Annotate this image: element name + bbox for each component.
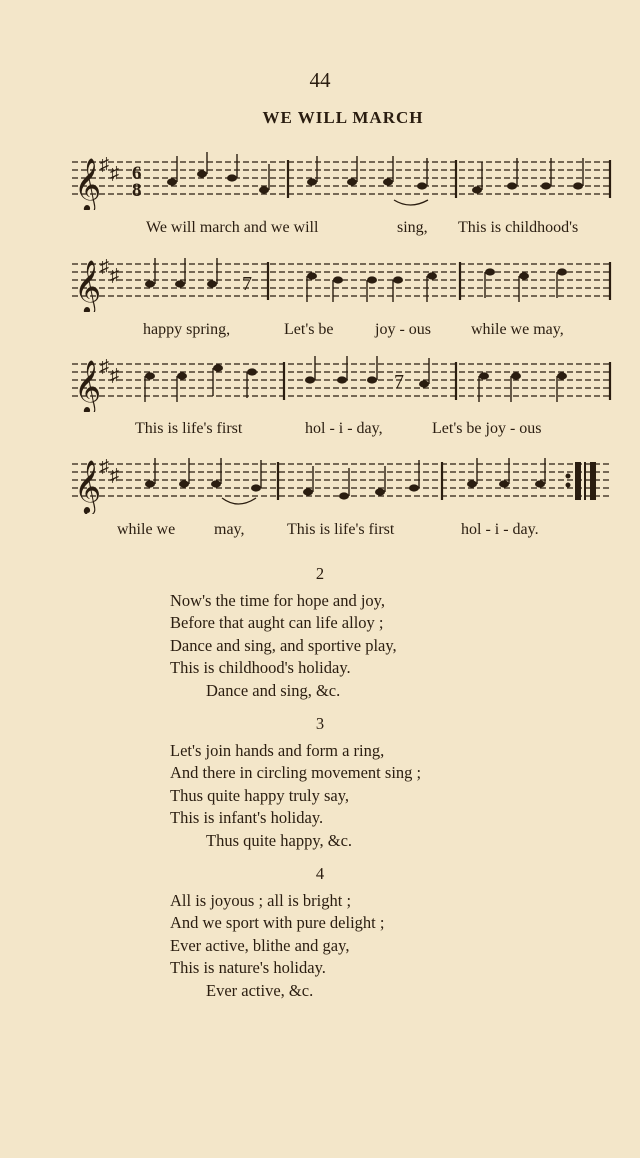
lyric: Let's be joy - ous bbox=[432, 420, 542, 437]
sharp-icon: ♯ bbox=[110, 365, 119, 385]
music-staff-2 bbox=[72, 252, 612, 312]
verse-line: All is joyous ; all is bright ; bbox=[170, 890, 352, 910]
note-icon bbox=[393, 276, 403, 283]
verse-number: 2 bbox=[315, 564, 325, 583]
note-icon bbox=[499, 480, 509, 487]
note-icon bbox=[339, 492, 349, 499]
note-icon bbox=[177, 372, 187, 379]
music-staff-1 bbox=[72, 150, 612, 210]
note-icon bbox=[409, 484, 419, 491]
sharp-icon: ♯ bbox=[100, 256, 109, 276]
verse-refrain: Dance and sing, &c. bbox=[206, 680, 341, 700]
time-signature-bottom: 8 bbox=[132, 180, 142, 201]
verse-line: This is childhood's holiday. bbox=[170, 658, 351, 677]
lyric-line-3 bbox=[72, 420, 612, 444]
note-icon bbox=[472, 186, 482, 193]
verse-line: Ever active, blithe and gay, bbox=[170, 935, 350, 955]
sharp-icon: ♯ bbox=[100, 356, 109, 376]
final-barline-icon bbox=[566, 462, 597, 500]
note-icon bbox=[179, 480, 189, 487]
note-icon bbox=[213, 364, 223, 371]
note-icon bbox=[307, 178, 317, 185]
note-icon bbox=[417, 182, 427, 189]
note-icon bbox=[227, 174, 237, 181]
note-icon bbox=[303, 488, 313, 495]
note-icon bbox=[573, 182, 583, 189]
song-title: WE WILL MARCH bbox=[262, 108, 424, 127]
slur bbox=[222, 498, 256, 504]
verse-line: Before that aught can life alloy ; bbox=[170, 613, 384, 632]
note-icon bbox=[333, 276, 343, 283]
note-icon bbox=[247, 368, 257, 375]
note-icon bbox=[347, 178, 357, 185]
lyric: may, bbox=[214, 521, 245, 538]
lyric: happy spring, bbox=[143, 321, 231, 338]
note-icon bbox=[535, 480, 545, 487]
music-staff-4 bbox=[72, 452, 612, 514]
verse-line: Dance and sing, and sportive play, bbox=[170, 635, 397, 655]
note-icon bbox=[557, 268, 567, 275]
lyric: hol - i - day. bbox=[461, 521, 539, 538]
rest-icon: 7 bbox=[394, 371, 404, 393]
verse-refrain: Thus quite happy, &c. bbox=[206, 830, 353, 850]
note-icon bbox=[175, 280, 185, 287]
note-icon bbox=[305, 376, 315, 383]
note-icon bbox=[419, 380, 429, 387]
verse-number: 3 bbox=[315, 714, 325, 733]
lyric: hol - i - day, bbox=[305, 420, 383, 437]
verse-line: Let's join hands and form a ring, bbox=[170, 740, 385, 760]
verse-line: This is infant's holiday. bbox=[170, 808, 324, 827]
sharp-icon: ♯ bbox=[100, 154, 109, 174]
lyric: This is childhood's bbox=[458, 219, 579, 236]
note-icon bbox=[211, 480, 221, 487]
slur bbox=[394, 200, 428, 205]
note-icon bbox=[367, 276, 377, 283]
verse-4 bbox=[170, 863, 470, 1002]
note-icon bbox=[507, 182, 517, 189]
note-icon bbox=[207, 280, 217, 287]
verse-3 bbox=[170, 713, 470, 852]
verse-line: This is nature's holiday. bbox=[170, 958, 326, 977]
lyric-line-4 bbox=[72, 521, 612, 545]
note-icon bbox=[251, 484, 261, 491]
treble-clef-icon: 𝄞 bbox=[74, 361, 102, 412]
sharp-icon: ♯ bbox=[110, 465, 119, 485]
note-icon bbox=[557, 372, 567, 379]
sharp-icon: ♯ bbox=[110, 265, 119, 285]
note-icon bbox=[259, 186, 269, 193]
treble-clef-icon: 𝄞 bbox=[74, 461, 102, 512]
verse-refrain: Ever active, &c. bbox=[206, 980, 314, 1000]
verse-line: And there in circling movement sing ; bbox=[170, 763, 422, 782]
lyric: while we bbox=[117, 521, 176, 538]
verse-line: Thus quite happy truly say, bbox=[170, 785, 350, 805]
note-icon bbox=[519, 272, 529, 279]
note-icon bbox=[145, 280, 155, 287]
note-icon bbox=[383, 178, 393, 185]
note-icon bbox=[485, 268, 495, 275]
lyric: Let's be bbox=[284, 321, 334, 338]
note-icon bbox=[427, 272, 437, 279]
note-icon bbox=[367, 376, 377, 383]
note-icon bbox=[467, 480, 477, 487]
note-icon bbox=[511, 372, 521, 379]
note-icon bbox=[541, 182, 551, 189]
rest-icon: 7 bbox=[242, 273, 252, 295]
verse-number: 4 bbox=[315, 864, 325, 883]
sharp-icon: ♯ bbox=[100, 456, 109, 476]
sharp-icon: ♯ bbox=[110, 163, 119, 183]
note-icon bbox=[145, 372, 155, 379]
note-icon bbox=[375, 488, 385, 495]
note-icon bbox=[307, 272, 317, 279]
note-icon bbox=[197, 170, 207, 177]
verse-2 bbox=[170, 563, 470, 702]
page-number: 44 bbox=[309, 68, 331, 92]
note-icon bbox=[479, 372, 489, 379]
lyric: We will march and we will bbox=[146, 219, 319, 236]
note-icon bbox=[167, 178, 177, 185]
lyric: sing, bbox=[397, 219, 428, 236]
treble-clef-icon: 𝄞 bbox=[74, 159, 102, 210]
lyric: This is life's first bbox=[135, 420, 243, 437]
lyric: while we may, bbox=[471, 321, 564, 338]
time-signature-top: 6 bbox=[132, 163, 142, 184]
music-staff-3 bbox=[72, 352, 612, 412]
note-icon bbox=[337, 376, 347, 383]
treble-clef-icon: 𝄞 bbox=[74, 261, 102, 312]
lyric-line-2 bbox=[72, 321, 612, 345]
note-icon bbox=[145, 480, 155, 487]
lyric: joy - ous bbox=[375, 321, 431, 338]
verse-line: And we sport with pure delight ; bbox=[170, 913, 385, 932]
lyric-line-1 bbox=[72, 219, 612, 243]
verse-line: Now's the time for hope and joy, bbox=[170, 590, 385, 610]
lyric: This is life's first bbox=[287, 521, 395, 538]
